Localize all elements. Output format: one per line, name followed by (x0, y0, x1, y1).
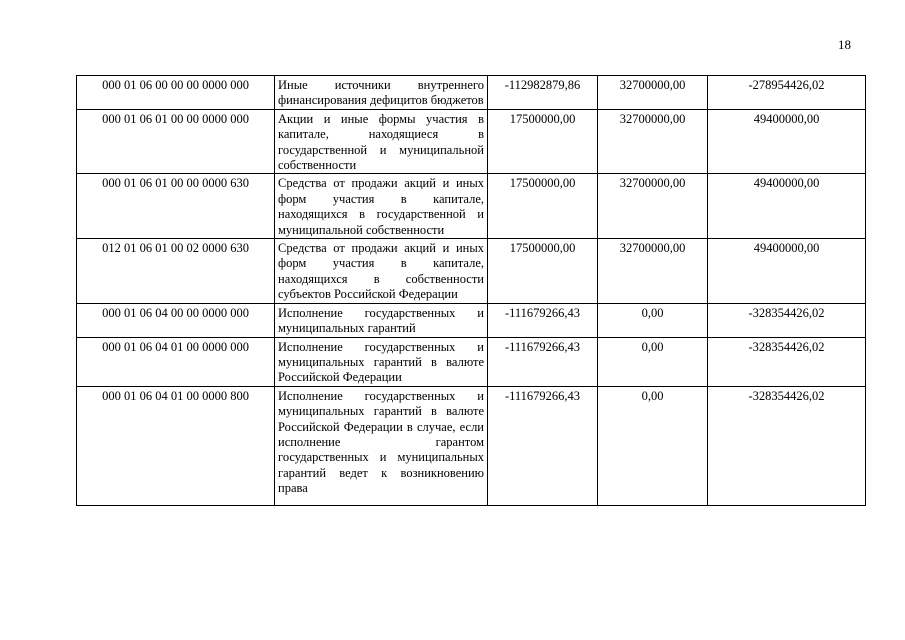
budget-code-cell: 000 01 06 01 00 00 0000 000 (77, 109, 275, 174)
page-number: 18 (838, 37, 851, 52)
budget-sources-table (76, 75, 866, 506)
table-row (77, 76, 866, 110)
budget-code-cell: 000 01 06 04 00 00 0000 000 (77, 303, 275, 337)
table-row (77, 303, 866, 337)
amount-cell-2: 32700000,00 (598, 109, 708, 174)
amount-cell-1: -111679266,43 (488, 386, 598, 505)
table-row (77, 239, 866, 304)
amount-cell-2: 32700000,00 (598, 76, 708, 110)
amount-cell-2: 32700000,00 (598, 239, 708, 304)
table-row (77, 109, 866, 174)
amount-cell-1: -112982879,86 (488, 76, 598, 110)
source-name-cell: Исполнение государственных и муниципальных гарантий (275, 303, 488, 337)
amount-cell-3: 49400000,00 (708, 174, 866, 239)
amount-cell-2: 0,00 (598, 386, 708, 505)
amount-cell-3: -328354426,02 (708, 337, 866, 386)
amount-cell-3: -278954426,02 (708, 76, 866, 110)
source-name-cell: Исполнение государственных и муниципальных гарантий в валюте Российской Федерации (275, 337, 488, 386)
amount-cell-1: 17500000,00 (488, 109, 598, 174)
budget-code-cell: 000 01 06 00 00 00 0000 000 (77, 76, 275, 110)
table-row (77, 174, 866, 239)
amount-cell-1: 17500000,00 (488, 239, 598, 304)
amount-cell-1: -111679266,43 (488, 337, 598, 386)
budget-code-cell: 000 01 06 01 00 00 0000 630 (77, 174, 275, 239)
amount-cell-2: 32700000,00 (598, 174, 708, 239)
budget-code-cell: 012 01 06 01 00 02 0000 630 (77, 239, 275, 304)
budget-code-cell: 000 01 06 04 01 00 0000 800 (77, 386, 275, 505)
amount-cell-2: 0,00 (598, 303, 708, 337)
source-name-cell: Иные источники внутреннего финансирования дефицитов бюджетов (275, 76, 488, 110)
budget-code-cell: 000 01 06 04 01 00 0000 000 (77, 337, 275, 386)
table-row (77, 386, 866, 505)
source-name-cell: Акции и иные формы участия в капитале, находящиеся в государственной и муниципальной собственности (275, 109, 488, 174)
amount-cell-3: 49400000,00 (708, 109, 866, 174)
amount-cell-3: 49400000,00 (708, 239, 866, 304)
source-name-cell: Средства от продажи акций и иных форм участия в капитале, находящихся в государственной и муниципальной собственности (275, 174, 488, 239)
amount-cell-1: -111679266,43 (488, 303, 598, 337)
source-name-cell: Средства от продажи акций и иных форм участия в капитале, находящихся в собственности субъектов Российской Федерации (275, 239, 488, 304)
amount-cell-3: -328354426,02 (708, 303, 866, 337)
amount-cell-3: -328354426,02 (708, 386, 866, 505)
amount-cell-2: 0,00 (598, 337, 708, 386)
amount-cell-1: 17500000,00 (488, 174, 598, 239)
source-name-cell: Исполнение государственных и муниципальных гарантий в валюте Российской Федерации в случае, если исполнение гарантом государственных и муниципальных гарантий ведет к возникновению права (275, 386, 488, 505)
table-row (77, 337, 866, 386)
